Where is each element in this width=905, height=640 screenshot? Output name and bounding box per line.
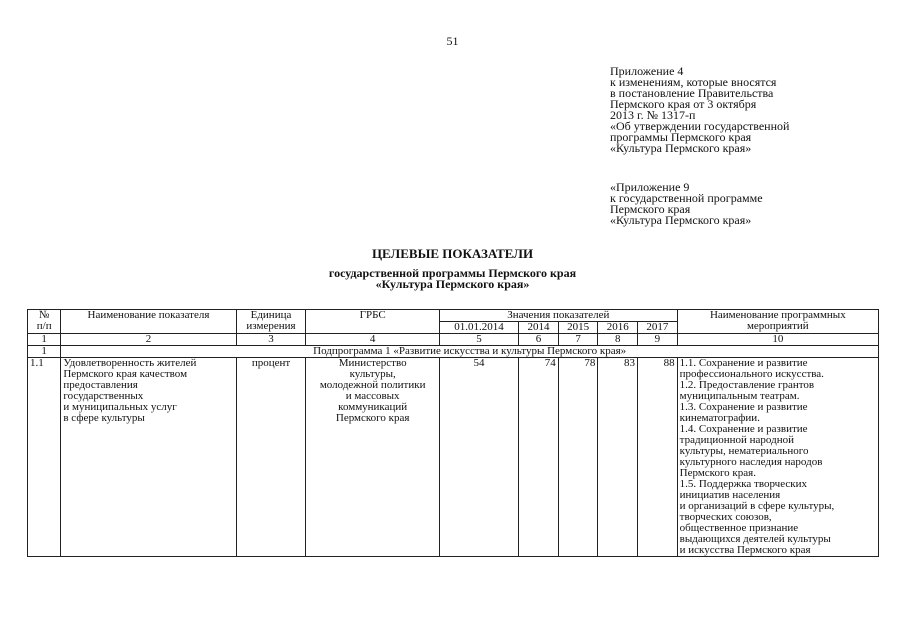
- row-grbs: Министерство культуры, молодежной политики и массовых коммуникаций Пермского края: [306, 358, 439, 557]
- subprogram-num: 1: [28, 346, 61, 358]
- column-number: 8: [598, 334, 638, 346]
- header-programs: Наименование программных мероприятий: [677, 310, 878, 334]
- column-number: 10: [677, 334, 878, 346]
- header-year: 2016: [598, 322, 638, 334]
- column-number: 6: [519, 334, 559, 346]
- row-programs: 1.1. Сохранение и развитие профессионального искусства. 1.2. Предоставление грантов муниципальным театрам. 1.3. Сохранение и развитие кинематографии. 1.4. Сохранение и развитие традиционной народной культуры, нематериального культурного наследия народов Пермского края. 1.5. Поддержка творческих инициатив населения и организаций в сфере культуры, творческих союзов, общественное признание выдающихся деятелей культуры и искусства Пермского края: [677, 358, 878, 557]
- column-number: 1: [28, 334, 61, 346]
- table-row: [28, 358, 879, 557]
- column-number: 2: [61, 334, 236, 346]
- document-subtitle: государственной программы Пермского края: [328, 266, 577, 280]
- annex-line: к государственной программе: [610, 191, 763, 205]
- row-num: 1.1: [28, 358, 61, 557]
- subprogram-title: Подпрограмма 1 «Развитие искусства и культуры Пермского края»: [61, 346, 879, 358]
- header-grbs: ГРБС: [306, 310, 439, 334]
- page-number: 51: [446, 34, 459, 48]
- column-number: 3: [236, 334, 306, 346]
- row-unit: процент: [236, 358, 306, 557]
- indicators-table: [27, 309, 879, 557]
- column-number: 4: [306, 334, 439, 346]
- row-value: 78: [558, 358, 598, 557]
- header-row: [28, 310, 879, 322]
- column-number: 9: [638, 334, 678, 346]
- subprogram-row: [28, 346, 879, 358]
- annex-reference-program: [610, 182, 895, 226]
- row-value: 88: [638, 358, 678, 557]
- annex-line: Приложение 4: [610, 64, 684, 78]
- annex-line: Пермского края от 3 октября: [610, 97, 757, 111]
- annex-line: 2013 г. № 1317-п: [610, 108, 696, 122]
- row-indicator-name: Удовлетворенность жителей Пермского края качеством предоставления государственных и муниципальных услуг в сфере культуры: [61, 358, 236, 557]
- row-value: 83: [598, 358, 638, 557]
- annex-line: в постановление Правительства: [610, 86, 774, 100]
- column-numbers-row: [28, 334, 879, 346]
- annex-line: Пермского края: [610, 202, 691, 216]
- annex-line: программы Пермского края: [610, 130, 752, 144]
- annex-line: «Приложение 9: [610, 180, 690, 194]
- column-number: 5: [439, 334, 518, 346]
- row-value: 74: [519, 358, 559, 557]
- annex-line: «Культура Пермского края»: [610, 213, 752, 227]
- annex-line: «Об утверждении государственной: [610, 119, 790, 133]
- header-year: 2017: [638, 322, 678, 334]
- column-number: 7: [558, 334, 598, 346]
- header-num: № п/п: [28, 310, 61, 334]
- header-year: 01.01.2014: [439, 322, 518, 334]
- document-subtitle-program: «Культура Пермского края»: [375, 277, 530, 291]
- header-unit: Единица измерения: [236, 310, 306, 334]
- row-value: 54: [439, 358, 518, 557]
- header-values-group: Значения показателей: [439, 310, 677, 322]
- annex-reference: [610, 66, 895, 154]
- document-title: ЦЕЛЕВЫЕ ПОКАЗАТЕЛИ: [371, 246, 534, 261]
- header-year: 2015: [558, 322, 598, 334]
- annex-line: к изменениям, которые вносятся: [610, 75, 777, 89]
- annex-line: «Культура Пермского края»: [610, 141, 752, 155]
- header-year: 2014: [519, 322, 559, 334]
- header-indicator-name: Наименование показателя: [61, 310, 236, 334]
